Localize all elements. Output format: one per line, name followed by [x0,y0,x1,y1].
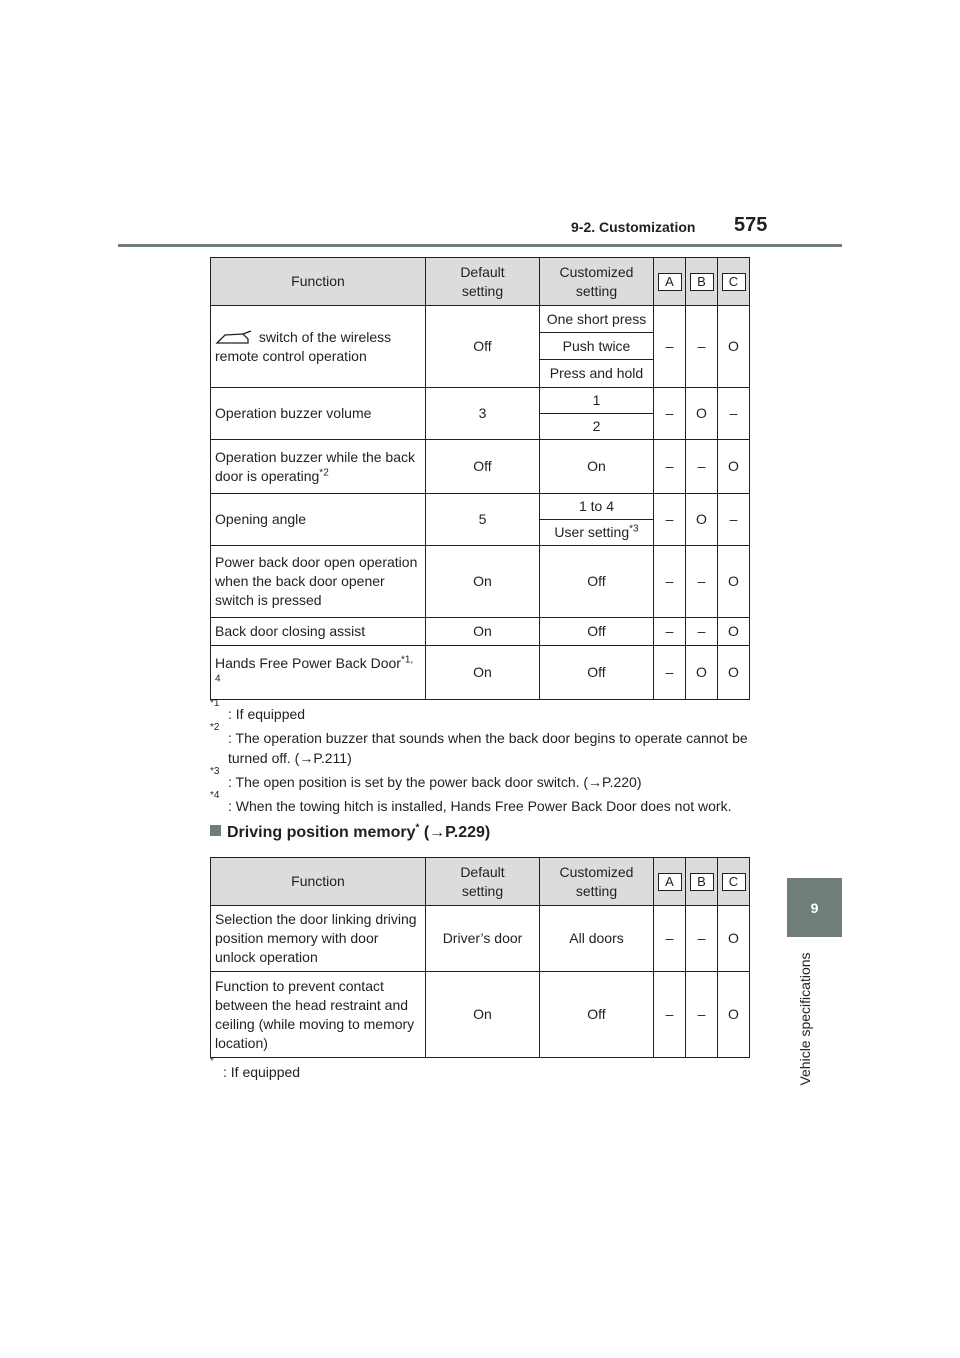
col-b: – [686,306,718,388]
default-opening-angle: 5 [426,494,540,546]
customization-table-back-door [210,257,750,700]
table-row [211,972,750,1058]
function-opening-angle: Opening angle [211,494,426,546]
table-row [211,646,750,700]
col-c: O [718,440,750,494]
default-power-back-door: On [426,546,540,618]
header-a: A [654,258,686,306]
table-row [211,494,750,520]
footnote: *3 : The open position is set by the power back door switch. (→P.220) [210,766,642,790]
col-c: – [718,388,750,440]
col-b: O [686,646,718,700]
col-a: – [654,646,686,700]
header-c: C [718,858,750,906]
col-c: O [718,546,750,618]
header-default-setting: Default setting [426,858,540,906]
header-default-setting: Default setting [426,258,540,306]
table-row [211,440,750,494]
col-c: O [718,618,750,646]
header-customized-setting: Customized setting [540,858,654,906]
header-a: A [654,858,686,906]
footnote: *4 : When the towing hitch is installed, Hands Free Power Back Door does not work. [210,790,732,814]
col-b: O [686,494,718,546]
col-b: – [686,618,718,646]
col-b: – [686,546,718,618]
customization-table-driving-position [210,857,750,1058]
option-user-setting: User setting$^{*3}$ [540,520,654,546]
footnotes-table2 [210,1056,755,1082]
option-1-to-4: 1 to 4 [540,494,654,520]
default-door-linking: Driver’s door [426,906,540,972]
function-prevent-contact: Function to prevent contact between the head restraint and ceiling (while moving to memory location) [211,972,426,1058]
col-c: O [718,906,750,972]
col-c: O [718,972,750,1058]
table-header-row [211,858,750,906]
col-a: – [654,972,686,1058]
col-b: – [686,972,718,1058]
table-row [211,906,750,972]
default-wireless: Off [426,306,540,388]
chapter-title-vertical [795,945,815,1095]
back-door-icon [215,330,253,346]
option-volume-1: 1 [540,388,654,414]
chapter-tab[interactable]: 9 [787,878,842,937]
default-closing-assist: On [426,618,540,646]
header-c: C [718,258,750,306]
function-closing-assist: Back door closing assist [211,618,426,646]
option-volume-2: 2 [540,414,654,440]
option-press-and-hold: Press and hold [540,360,654,388]
default-buzzer-volume: 3 [426,388,540,440]
function-hands-free: Hands Free Power Back Door$^{*1, 4}$ [211,646,426,700]
header-function: Function [211,258,426,306]
custom-power-back-door: Off [540,546,654,618]
custom-buzzer-back-door: On [540,440,654,494]
custom-door-linking: All doors [540,906,654,972]
page-number: 575 [734,214,768,236]
footnote: *2 : The operation buzzer that sounds when the back door begins to operate cannot be turned off. (→P.211) [210,722,748,766]
table-header-row [211,258,750,306]
col-c: – [718,494,750,546]
header-b: B [686,858,718,906]
footnote: * : If equipped [210,1056,301,1080]
col-a: – [654,440,686,494]
default-hands-free: On [426,646,540,700]
col-b: – [686,906,718,972]
table-row [211,546,750,618]
table-row [211,306,750,333]
col-a: – [654,618,686,646]
function-door-linking: Selection the door linking driving position memory with door unlock operation [211,906,426,972]
table-row [211,618,750,646]
col-a: – [654,546,686,618]
col-a: – [654,306,686,388]
col-a: – [654,906,686,972]
default-buzzer-back-door: Off [426,440,540,494]
col-b: O [686,388,718,440]
header-rule [118,244,842,247]
bullet-square [210,825,221,836]
function-buzzer-volume: Operation buzzer volume [211,388,426,440]
section-title-header: 9-2. Customization [571,219,696,235]
footnotes-table1 [210,698,755,816]
footnote: *1 : If equipped [210,698,306,722]
option-push-twice: Push twice [540,333,654,360]
col-a: – [654,388,686,440]
header-customized-setting: Customized setting [540,258,654,306]
default-prevent-contact: On [426,972,540,1058]
col-b: – [686,440,718,494]
section-heading-driving-position: Driving position memory* (→P.229) [210,824,490,842]
function-power-back-door: Power back door open operation when the back door opener switch is pressed [211,546,426,618]
function-wireless-remote: switch of the wireless remote control operation [211,306,426,388]
custom-prevent-contact: Off [540,972,654,1058]
col-a: – [654,494,686,546]
header-function: Function [211,858,426,906]
option-one-short-press: One short press [540,306,654,333]
function-buzzer-back-door: Operation buzzer while the back door is operating$^{*2}$ [211,440,426,494]
col-c: O [718,646,750,700]
header-b: B [686,258,718,306]
chapter-title-label: Vehicle specifications [797,952,813,1086]
custom-closing-assist: Off [540,618,654,646]
col-c: O [718,306,750,388]
custom-hands-free: Off [540,646,654,700]
table-row [211,388,750,414]
